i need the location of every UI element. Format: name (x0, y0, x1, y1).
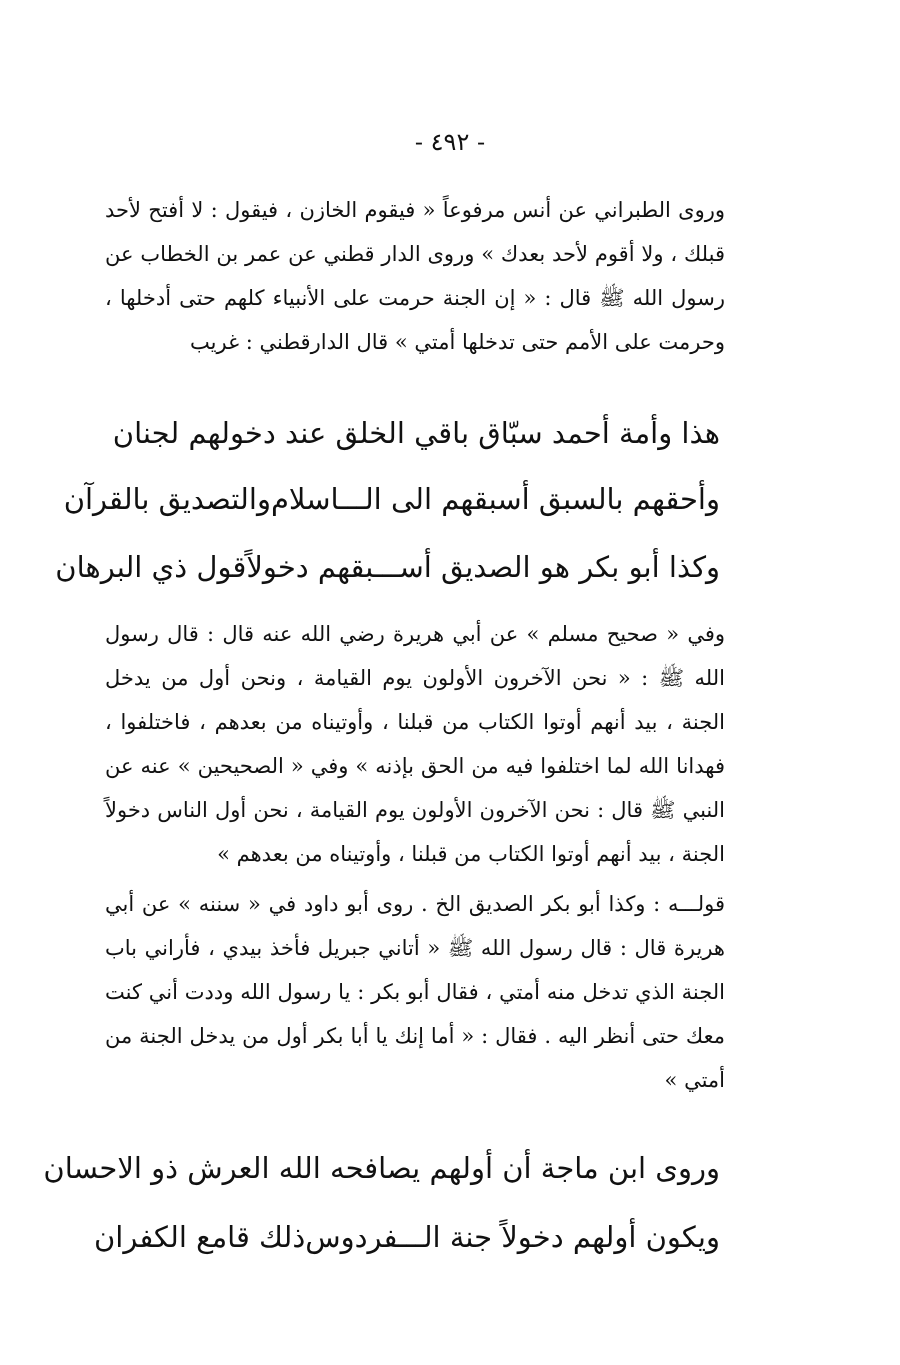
verse-1-second-hemistich: قي الخلق عند دخولهم لجنان (112, 416, 453, 450)
verse-2-second-hemistich: والتصديق بالقرآن (63, 482, 271, 516)
verse-4-second-hemistich: فحه الله العرش ذو الاحسان (43, 1151, 379, 1185)
poem-verse-4 (43, 1135, 720, 1201)
poem-verse-5 (94, 1204, 720, 1270)
verse-5-first-hemistich: ويكون أولهم دخولاً جنة الـــفردوس (305, 1220, 720, 1254)
verse-2-first-hemistich: وأحقهم بالسبق أسبقهم الى الـــاسلام (270, 482, 720, 516)
commentary-paragraph-3: قولـــه : وكذا أبو بكر الصديق الخ . روى أبو داود في « سننه » عن أبي هريرة قال : قال رسول الله ﷺ « أتاني جبريل فأخذ بيدي ، فأراني باب الجنة الذي تدخل منه أمتي ، فقال أبو بكر : يا رسول الله وددت أني كنت معك حتى أنظر اليه . فقال : « أما إنك يا أبا بكر أول من يدخل الجنة من أمتي » (105, 892, 725, 1092)
poem-verse-3 (55, 534, 720, 600)
poem-verse-1 (112, 400, 720, 466)
verse-3-first-hemistich: وكذا أبو بكر هو الصديق أســـبقهم دخولاً (246, 550, 720, 584)
commentary-paragraph-1: وروى الطبراني عن أنس مرفوعاً « فيقوم الخازن ، فيقول : لا أفتح لأحد قبلك ، ولا أقوم لأحد بعدك » وروى الدار قطني عن عمر بن الخطاب عن رسول الله ﷺ قال : « إن الجنة حرمت على الأنبياء كلهم حتى أدخلها ، وحرمت على الأمم حتى تدخلها أمتي » قال الدارقطني : غريب (105, 198, 725, 354)
commentary-paragraph-2: وفي « صحيح مسلم » عن أبي هريرة رضي الله عنه قال : قال رسول الله ﷺ : « نحن الآخرون الأولون يوم القيامة ، ونحن أول من يدخل الجنة ، بيد أنهم أوتوا الكتاب من قبلنا ، وأوتيناه من بعدهم ، فاختلفوا ، فهدانا الله لما اختلفوا فيه من الحق بإذنه » وفي « الصحيحين » عنه عن النبي ﷺ قال : نحن الآخرون الأولون يوم القيامة ، نحن أول الناس دخولاً الجنة ، بيد أنهم أوتوا الكتاب من قبلنا ، وأوتيناه من بعدهم » (105, 622, 725, 866)
verse-5-second-hemistich: ذلك قامع الكفران (94, 1220, 306, 1254)
verse-1-first-hemistich: هذا وأمة أحمد سبّاق با (452, 416, 720, 450)
verse-4-first-hemistich: وروى ابن ماجة أن أولهم يصا (378, 1151, 720, 1185)
verse-3-second-hemistich: قول ذي البرهان (55, 550, 247, 584)
page-number: - ٤٩٢ - (414, 128, 486, 156)
poem-verse-2 (63, 466, 720, 532)
